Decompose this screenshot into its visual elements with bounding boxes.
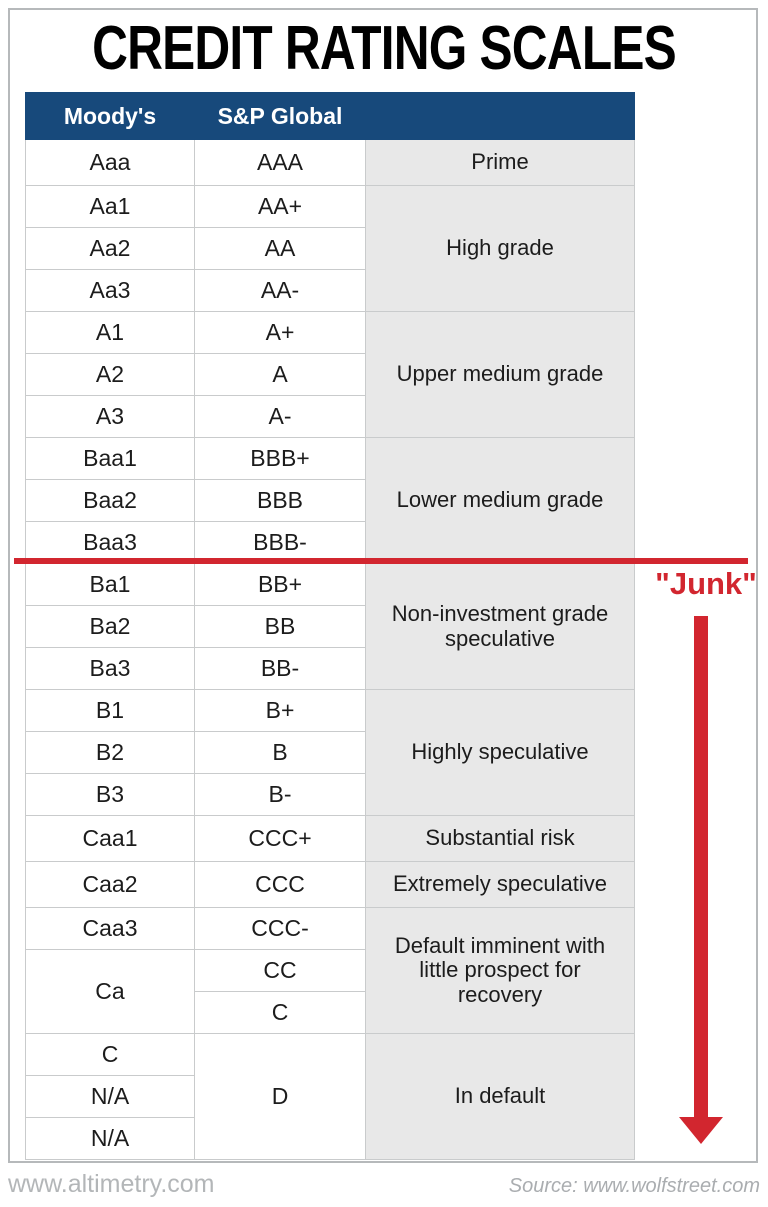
table-row <box>26 816 635 862</box>
sp-rating-cell: BBB+ <box>195 438 366 480</box>
footer-site-url: www.altimetry.com <box>8 1170 215 1198</box>
table-row <box>26 862 635 908</box>
moodys-rating-cell: Aa1 <box>26 186 195 228</box>
moodys-rating-cell: A1 <box>26 312 195 354</box>
grade-description-cell: Lower medium grade <box>366 438 635 564</box>
junk-arrow-shaft <box>694 616 708 1118</box>
moodys-rating-cell: Aa2 <box>26 228 195 270</box>
sp-rating-cell: A <box>195 354 366 396</box>
grade-description-cell: Substantial risk <box>366 816 635 862</box>
junk-label: "Junk" <box>655 566 757 601</box>
sp-rating-cell: A- <box>195 396 366 438</box>
footer <box>8 1170 760 1202</box>
table-row <box>26 564 635 606</box>
junk-divider-line <box>14 558 748 564</box>
moodys-rating-cell: N/A <box>26 1118 195 1160</box>
moodys-rating-cell: Baa1 <box>26 438 195 480</box>
table-row <box>26 140 635 186</box>
sp-rating-cell: CCC+ <box>195 816 366 862</box>
moodys-rating-cell: Ba1 <box>26 564 195 606</box>
moodys-rating-cell: C <box>26 1034 195 1076</box>
moodys-rating-cell: Caa2 <box>26 862 195 908</box>
table-row <box>26 1034 635 1076</box>
grade-description-cell: Upper medium grade <box>366 312 635 438</box>
sp-rating-cell: BB- <box>195 648 366 690</box>
grade-description-cell: Highly speculative <box>366 690 635 816</box>
moodys-rating-cell: Baa3 <box>26 522 195 564</box>
table-row <box>26 186 635 228</box>
sp-rating-cell: AA+ <box>195 186 366 228</box>
sp-rating-cell: D <box>195 1034 366 1160</box>
footer-source-credit: Source: www.wolfstreet.com <box>508 1175 760 1197</box>
moodys-rating-cell: Aa3 <box>26 270 195 312</box>
sp-rating-cell: CCC <box>195 862 366 908</box>
sp-rating-cell: B- <box>195 774 366 816</box>
moodys-column-header: Moody's <box>26 93 195 140</box>
header-row <box>26 93 635 140</box>
page-title: CREDIT RATING SCALES <box>92 14 676 83</box>
sp-rating-cell: BBB <box>195 480 366 522</box>
moodys-rating-cell: Aaa <box>26 140 195 186</box>
sp-rating-cell: CC <box>195 950 366 992</box>
moodys-rating-cell: Caa3 <box>26 908 195 950</box>
sp-rating-cell: AAA <box>195 140 366 186</box>
sp-rating-cell: B <box>195 732 366 774</box>
moodys-rating-cell: N/A <box>26 1076 195 1118</box>
moodys-rating-cell: A3 <box>26 396 195 438</box>
moodys-rating-cell: Ba3 <box>26 648 195 690</box>
sp-rating-cell: AA- <box>195 270 366 312</box>
grade-description-cell: Extremely speculative <box>366 862 635 908</box>
sp-rating-cell: A+ <box>195 312 366 354</box>
table-row <box>26 438 635 480</box>
grade-description-cell: Non-investment grade speculative <box>366 564 635 690</box>
moodys-rating-cell: Ba2 <box>26 606 195 648</box>
grade-description-cell: High grade <box>366 186 635 312</box>
table-row <box>26 690 635 732</box>
moodys-rating-cell: Baa2 <box>26 480 195 522</box>
moodys-rating-cell: B3 <box>26 774 195 816</box>
sp-rating-cell: C <box>195 992 366 1034</box>
moodys-rating-cell: A2 <box>26 354 195 396</box>
sp-rating-cell: B+ <box>195 690 366 732</box>
table-body <box>26 140 635 1160</box>
grade-description-cell: Default imminent with little prospect for recovery <box>366 908 635 1034</box>
sp-column-header: S&P Global <box>195 93 366 140</box>
sp-rating-cell: BB+ <box>195 564 366 606</box>
table-row <box>26 312 635 354</box>
grade-description-cell: In default <box>366 1034 635 1160</box>
moodys-rating-cell: B2 <box>26 732 195 774</box>
sp-rating-cell: BB <box>195 606 366 648</box>
sp-rating-cell: AA <box>195 228 366 270</box>
moodys-rating-cell: B1 <box>26 690 195 732</box>
description-column-header <box>366 93 635 140</box>
moodys-rating-cell: Caa1 <box>26 816 195 862</box>
junk-arrow-head-icon <box>679 1117 723 1144</box>
sp-rating-cell: CCC- <box>195 908 366 950</box>
table-row <box>26 908 635 950</box>
grade-description-cell: Prime <box>366 140 635 186</box>
ratings-table <box>25 92 635 1160</box>
moodys-rating-cell: Ca <box>26 950 195 1034</box>
sp-rating-cell: BBB- <box>195 522 366 564</box>
table-header <box>26 93 635 140</box>
